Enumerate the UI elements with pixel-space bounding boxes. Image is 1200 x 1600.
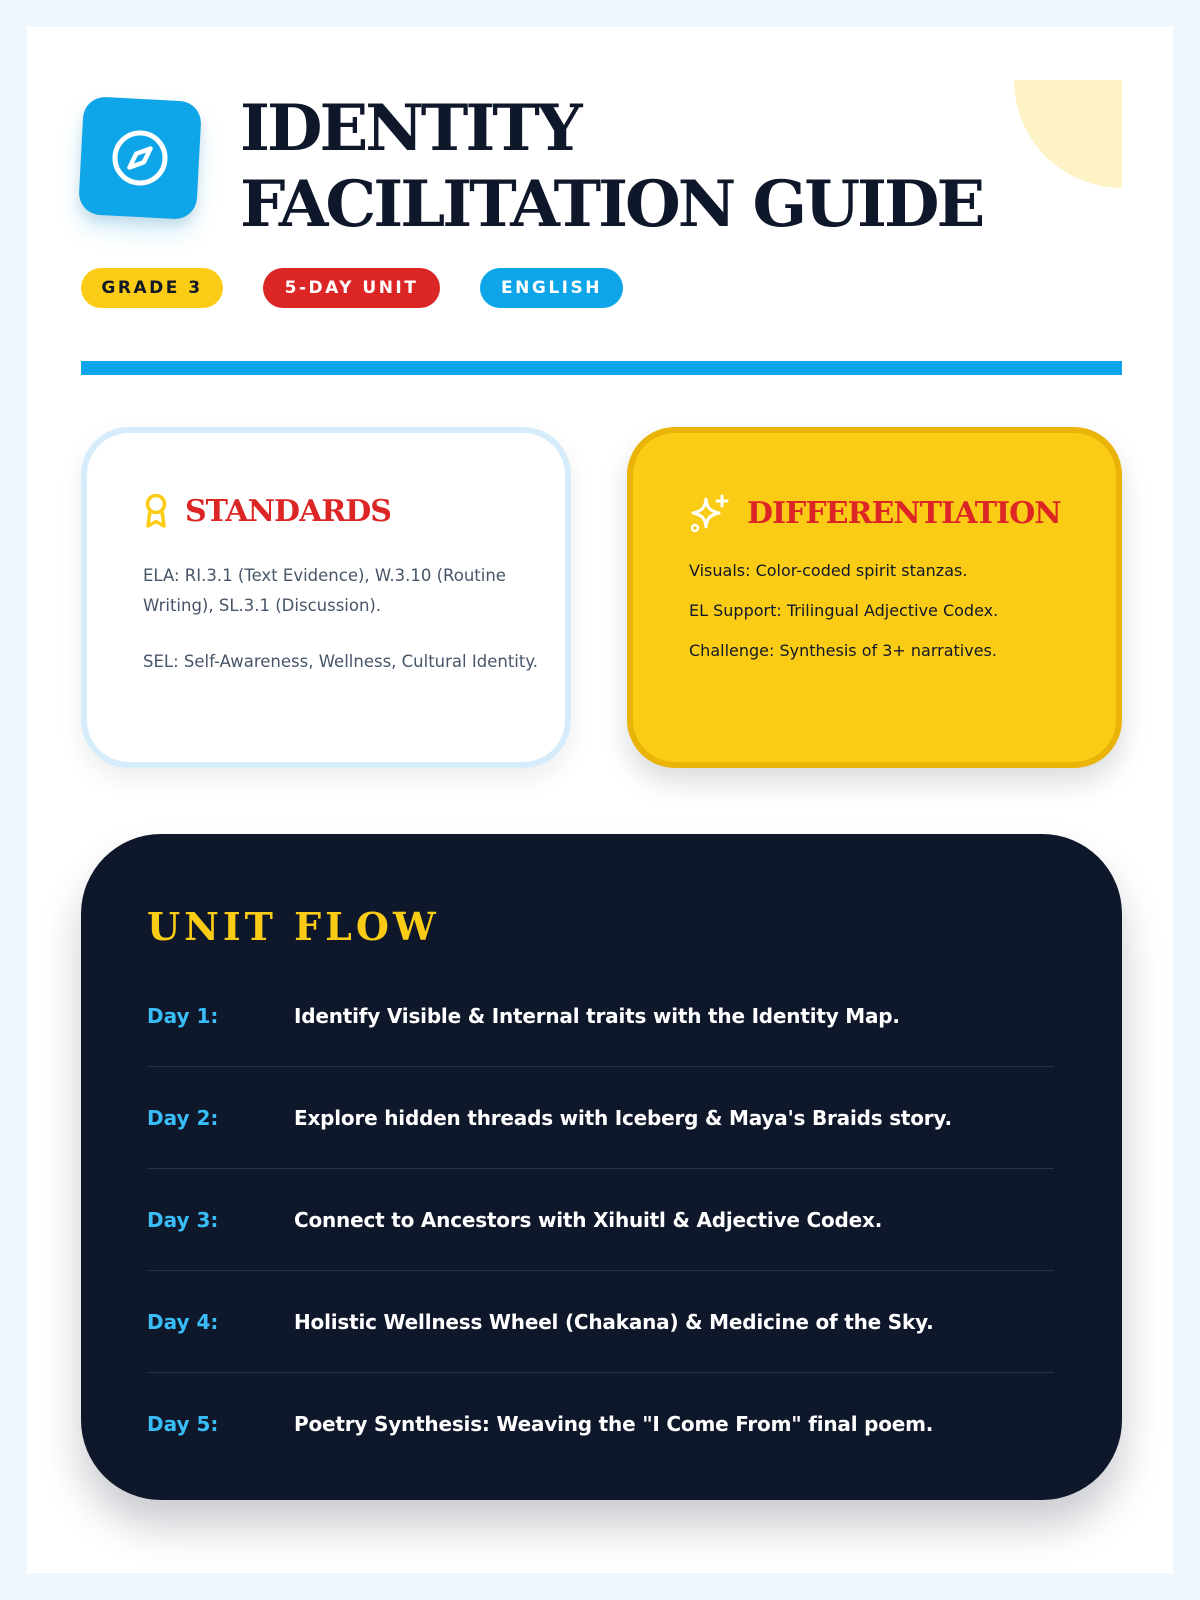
- standards-card: [81, 427, 571, 768]
- differentiation-item: EL Support: Trilingual Adjective Codex.: [689, 601, 999, 620]
- header-divider: [81, 361, 1122, 375]
- day-description: Poetry Synthesis: Weaving the "I Come From" final poem.: [294, 1412, 934, 1436]
- page-title: [240, 91, 1040, 243]
- day-label: Day 4:: [147, 1309, 219, 1334]
- differentiation-card: [627, 427, 1122, 768]
- unit-flow-row: [147, 1271, 1054, 1373]
- unit-flow-list: [147, 965, 1054, 1475]
- differentiation-item: Challenge: Synthesis of 3+ narratives.: [689, 641, 997, 660]
- unit-flow-row: [147, 965, 1054, 1067]
- unit-flow-row: [147, 1067, 1054, 1169]
- day-description: Holistic Wellness Wheel (Chakana) & Medicine of the Sky.: [294, 1309, 934, 1334]
- standards-sel: SEL: Self-Awareness, Wellness, Cultural Identity.: [143, 652, 538, 671]
- differentiation-title: DIFFERENTIATION: [747, 495, 1061, 531]
- standards-header: [143, 493, 391, 529]
- title-line-2: FACILITATION GUIDE: [240, 167, 983, 242]
- tag-list: [81, 268, 623, 308]
- standards-ela: ELA: RI.3.1 (Text Evidence), W.3.10 (Routine Writing), SL.3.1 (Discussion).: [143, 566, 506, 615]
- grade-tag: GRADE 3: [81, 268, 223, 308]
- unit-flow-row: [147, 1169, 1054, 1271]
- day-label: Day 3:: [147, 1207, 219, 1232]
- day-description: Connect to Ancestors with Xihuitl & Adjective Codex.: [294, 1207, 883, 1232]
- day-label: Day 5:: [147, 1412, 219, 1436]
- award-ribbon-icon: [143, 493, 169, 529]
- title-line-1: IDENTITY: [240, 91, 580, 166]
- language-tag: ENGLISH: [480, 268, 623, 308]
- unit-flow-row: [147, 1373, 1054, 1475]
- day-description: Explore hidden threads with Iceberg & Maya's Braids story.: [294, 1105, 952, 1130]
- compass-icon: [107, 125, 172, 190]
- standards-title: STANDARDS: [185, 493, 391, 529]
- unit-flow-title: UNIT FLOW: [147, 904, 440, 949]
- differentiation-item: Visuals: Color-coded spirit stanzas.: [689, 561, 968, 580]
- guide-page: [27, 27, 1173, 1573]
- day-description: Identify Visible & Internal traits with the Identity Map.: [294, 1003, 900, 1028]
- day-label: Day 1:: [147, 1003, 219, 1028]
- sparkles-icon: [689, 493, 731, 533]
- standards-body: [143, 561, 543, 677]
- day-label: Day 2:: [147, 1105, 219, 1130]
- unit-length-tag: 5-DAY UNIT: [263, 268, 440, 308]
- differentiation-body: [689, 559, 1099, 679]
- unit-flow-panel: [81, 834, 1122, 1500]
- logo-badge: [78, 96, 202, 220]
- differentiation-header: [689, 493, 1061, 533]
